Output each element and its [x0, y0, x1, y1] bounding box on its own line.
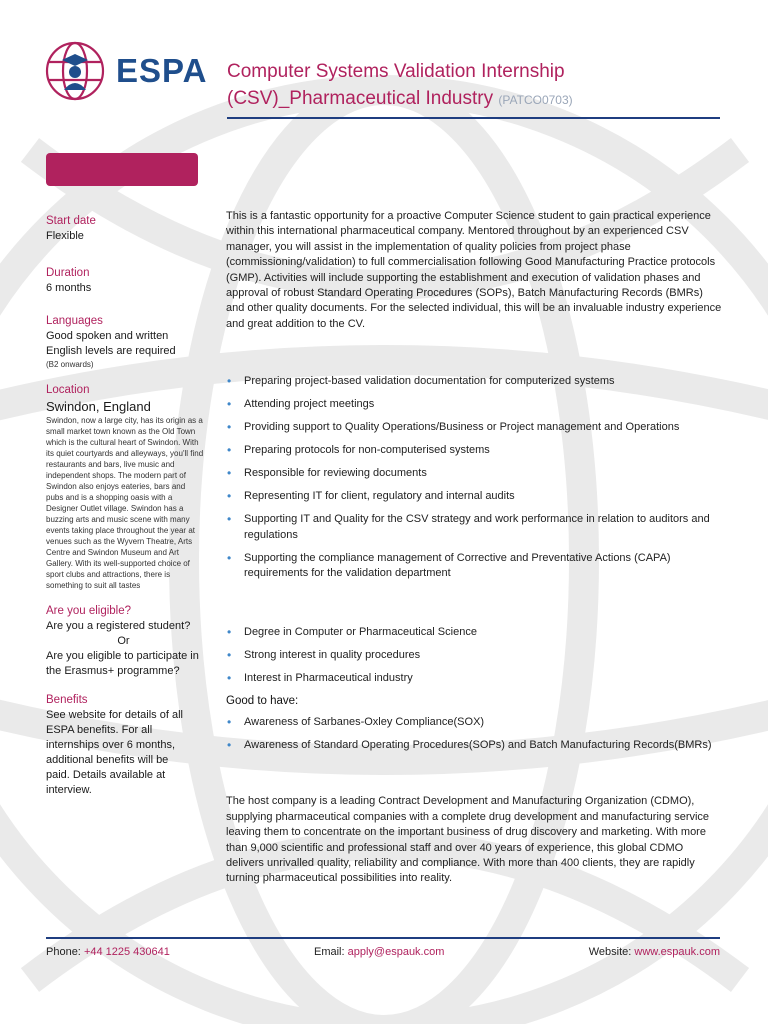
phone-link[interactable]: +44 1225 430641 [83, 946, 170, 958]
espa-logo [44, 40, 214, 102]
list-item: • Awareness of Sarbanes-Oxley Compliance(SOX) [226, 715, 722, 730]
benefits-label: Benefits [46, 694, 88, 706]
languages-label: Languages [46, 315, 103, 327]
list-item: • Interest in Pharmaceutical industry [226, 671, 722, 686]
list-item: • Degree in Computer or Pharmaceutical Science [226, 625, 722, 640]
footer-website [589, 946, 720, 958]
list-item: • Supporting IT and Quality for the CSV strategy and work performance in relation to auditors and regulations [226, 512, 722, 543]
footer [46, 946, 720, 962]
duration-value: 6 months [46, 282, 92, 294]
email-link[interactable]: apply@espauk.com [347, 946, 445, 958]
title-line-1: Computer Systems Validation Internship [227, 61, 565, 82]
list-item: • Attending project meetings [226, 397, 722, 412]
languages-note: (B2 onwards) [46, 360, 94, 369]
location-label: Location [46, 384, 90, 396]
list-item: • Supporting the compliance management of Corrective and Preventative Actions (CAPA) requirements for the validation department [226, 551, 722, 582]
page-title [227, 58, 727, 114]
list-item: • Preparing protocols for non-computerised systems [226, 443, 722, 458]
footer-phone [46, 946, 170, 958]
list-item: • Awareness of Standard Operating Procedures(SOPs) and Batch Manufacturing Records(BMRs) [226, 738, 722, 753]
list-item: • Providing support to Quality Operations/Business or Project management and Operations [226, 420, 722, 435]
location-description: Swindon, now a large city, has its origin as a small market town known as the Old Town which is the cultural heart of Swindon. With its quiet courtyards and alleyways, you'll find restaurants and bars, live music and independent shops. The modern part of Swindon also enjoys eateries, bars and pubs and is a shopping oasis with a Designer Outlet village. Swindon has a buzzing arts and music scene with many events taking place throughout the year at venues such as the Wyvern Theatre, Arts Centre and Swindon Museum and Art Gallery. With its well-supported choice of sport clubs and attractions, there is something to suit all tastes [46, 416, 204, 590]
intro-paragraph: This is a fantastic opportunity for a proactive Computer Science student to gain practical experience within this international pharmaceutical company. Mentored throughout by an experienced CSV manager, you will assist in the implementation of quality policies from project phase (commissioning/validation) to full commercialisation following Good Manufacturing Practice protocols (GMP). Activities will include supporting the establishment and execution of validation phases and approval of robust Standard Operating Procedures (SOPs), Batch Manufacturing Records (BMRs) and other quality documents. For the selected individual, this will be an invaluable industry experience and great addition to the CV. [226, 210, 722, 330]
list-item: • Responsible for reviewing documents [226, 466, 722, 481]
footer-divider [46, 937, 720, 939]
main-content [226, 209, 722, 887]
footer-email [314, 946, 444, 958]
title-line-2: (CSV)_Pharmaceutical Industry [227, 88, 494, 109]
languages-value: Good spoken and written English levels are required [46, 330, 176, 357]
location-name: Swindon, England [46, 399, 151, 414]
list-item: • Preparing project-based validation documentation for computerized systems [226, 374, 722, 389]
start-date-value: Flexible [46, 230, 84, 242]
eligible-or: Or [117, 635, 130, 647]
eligible-question-2: Are you eligible to participate in the Erasmus+ programme? [46, 650, 199, 677]
company-paragraph: The host company is a leading Contract Development and Manufacturing Organization (CDMO), supplying pharmaceutical companies with a complete drug development and manufacturing service leaving them to concentrate on the important business of drug discovery and marketing. With more than 9,000 scientific and professional staff and over 40 years of experience, this global CDMO delivers unrivalled quality, reliability and compliance. With more than 400 clients, they are rapidly turning pharmaceutical possibilities into reality. [226, 795, 710, 885]
eligible-question-1: Are you a registered student? [46, 620, 191, 632]
email-label: Email: [314, 946, 345, 958]
benefits-value: See website for details of all ESPA benefits. For all internships over 6 months, additional benefits will be paid. Details available at interview. [46, 709, 183, 796]
position-code: (PATCO0703) [498, 93, 573, 107]
website-label: Website: [588, 946, 632, 958]
phone-label: Phone: [46, 946, 81, 958]
tasks-list [226, 374, 722, 581]
good-to-have-heading: Good to have: [226, 694, 299, 707]
list-item: • Representing IT for client, regulatory and internal audits [226, 489, 722, 504]
section-badge [46, 153, 198, 186]
duration-label: Duration [46, 267, 90, 279]
good-to-have-list [226, 715, 722, 753]
eligible-label: Are you eligible? [46, 605, 132, 617]
globe-graduate-icon [44, 40, 106, 102]
header-divider [227, 117, 720, 119]
start-date-label: Start date [46, 215, 96, 227]
brand-name: ESPA [116, 52, 208, 89]
website-link[interactable]: www.espauk.com [634, 946, 720, 958]
sidebar [46, 214, 206, 798]
list-item: • Strong interest in quality procedures [226, 648, 722, 663]
requirements-list [226, 625, 722, 686]
